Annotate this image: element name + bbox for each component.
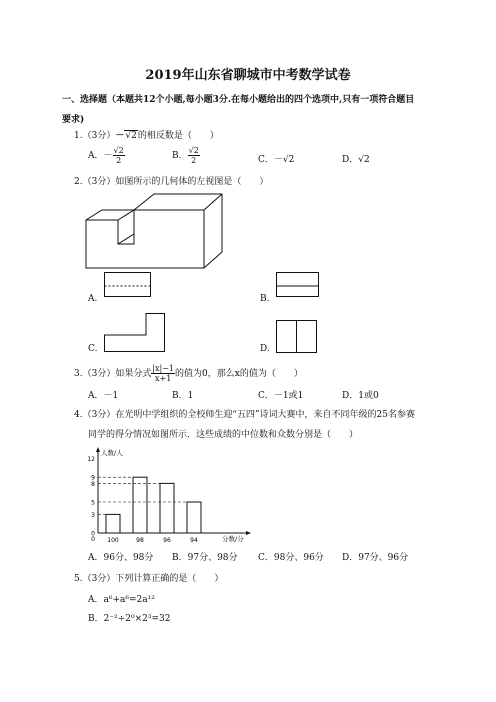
y-axis-label: 人数/人 (101, 449, 123, 457)
q3-option-a[interactable]: A．－1 (88, 391, 119, 401)
q3-option-d[interactable]: D．1或0 (342, 391, 379, 401)
q5-option-b[interactable]: B．2⁻²÷2⁰×2³=32 (88, 614, 171, 624)
q1-option-b[interactable] (172, 146, 200, 165)
question-3-stem (74, 364, 303, 383)
question-1-stem (74, 128, 219, 141)
q2-option-b[interactable]: B. (260, 294, 270, 304)
option-label: A． (88, 151, 104, 161)
option-label: C． (258, 155, 274, 165)
y-tick-label: 9 (91, 474, 95, 482)
question-4-stem-cont: 同学的得分情况如图所示．这些成绩的中位数和众数分别是（ ） (88, 430, 359, 440)
view-option-d (276, 320, 348, 354)
x-tick-label: 94 (190, 537, 198, 544)
expression-value: √2 (125, 131, 137, 141)
q1-option-a[interactable] (88, 146, 125, 165)
bar (160, 483, 174, 533)
page-title: 2019年山东省聊城市中考数学试卷 (145, 68, 351, 83)
q4-option-a[interactable]: A．96分、98分 (88, 553, 154, 563)
question-5-stem: 5.（3分）下列计算正确的是（ ） (74, 574, 224, 584)
question-4-stem: 4.（3分）在光明中学组织的全校师生迎“五四”诗词大赛中，来自不同年级的25名参赛 (74, 410, 415, 420)
option-label: B． (172, 151, 188, 161)
view-option-a (104, 272, 176, 298)
question-number: 1.（3分） (74, 131, 116, 141)
question-2-stem: 2.（3分）如图所示的几何体的左视图是（ ） (74, 177, 269, 187)
q5-option-a[interactable]: A．a⁶+a⁶=2a¹² (88, 595, 155, 605)
q3-option-b[interactable]: B．1 (172, 391, 194, 401)
view-option-c (104, 313, 176, 353)
fraction-den: 2 (191, 156, 197, 165)
fraction-den: x+1 (155, 374, 172, 383)
q2-option-a[interactable]: A. (88, 294, 98, 304)
y-tick-label: 3 (91, 511, 95, 519)
option-sign: － (103, 151, 113, 161)
q1-option-c[interactable] (258, 152, 294, 165)
fraction-num: |x|−1 (152, 364, 175, 373)
q2-option-c[interactable]: C. (88, 344, 98, 354)
section-heading: 一、选择题（本题共12个小题,每小题3分.在每小题给出的四个选项中,只有一项符合题目 (62, 95, 415, 105)
y-tick-label: 8 (91, 480, 95, 488)
fraction-den: 2 (116, 156, 122, 165)
q3-option-c[interactable]: C．－1或1 (258, 391, 304, 401)
q2-option-d[interactable]: D. (260, 344, 270, 354)
x-tick-label: 98 (136, 537, 144, 544)
fraction (151, 364, 175, 383)
q4-option-d[interactable]: D．97分、96分 (342, 553, 409, 563)
bar (187, 502, 201, 533)
view-option-b (276, 272, 348, 298)
option-fraction (113, 146, 125, 165)
option-fraction (188, 146, 200, 165)
section-heading-cont: 要求) (62, 115, 85, 125)
y-tick-label: 5 (91, 499, 95, 507)
x-tick-label: 96 (163, 537, 171, 544)
fraction-num: √2 (188, 146, 199, 155)
solid-figure (84, 192, 264, 272)
option-text: √2 (358, 155, 370, 165)
bar-chart (84, 447, 324, 547)
q4-option-b[interactable]: B．97分、98分 (172, 553, 238, 563)
y-axis-arrow (96, 447, 100, 452)
x-axis-arrow (246, 531, 251, 535)
bar (106, 514, 120, 533)
question-text: 的值为0，那么x的值为（ ） (175, 369, 303, 379)
expression-sign: － (115, 131, 125, 141)
y-tick-label: 0 (91, 530, 95, 538)
x-tick-label: 100 (107, 537, 119, 544)
y-tick-label: 12 (87, 456, 95, 464)
q4-option-c[interactable]: C．98分、96分 (258, 553, 324, 563)
fraction-num: √2 (113, 146, 124, 155)
q1-option-d[interactable] (342, 152, 370, 165)
bar (133, 477, 147, 533)
x-axis-label: 分数/分 (222, 535, 244, 543)
question-text: 3.（3分）如果分式 (74, 369, 152, 379)
option-text: －√2 (273, 155, 295, 165)
question-text: 的相反数是（ ） (137, 131, 219, 141)
option-label: D． (342, 155, 359, 165)
origin-label: 0 (91, 536, 95, 543)
